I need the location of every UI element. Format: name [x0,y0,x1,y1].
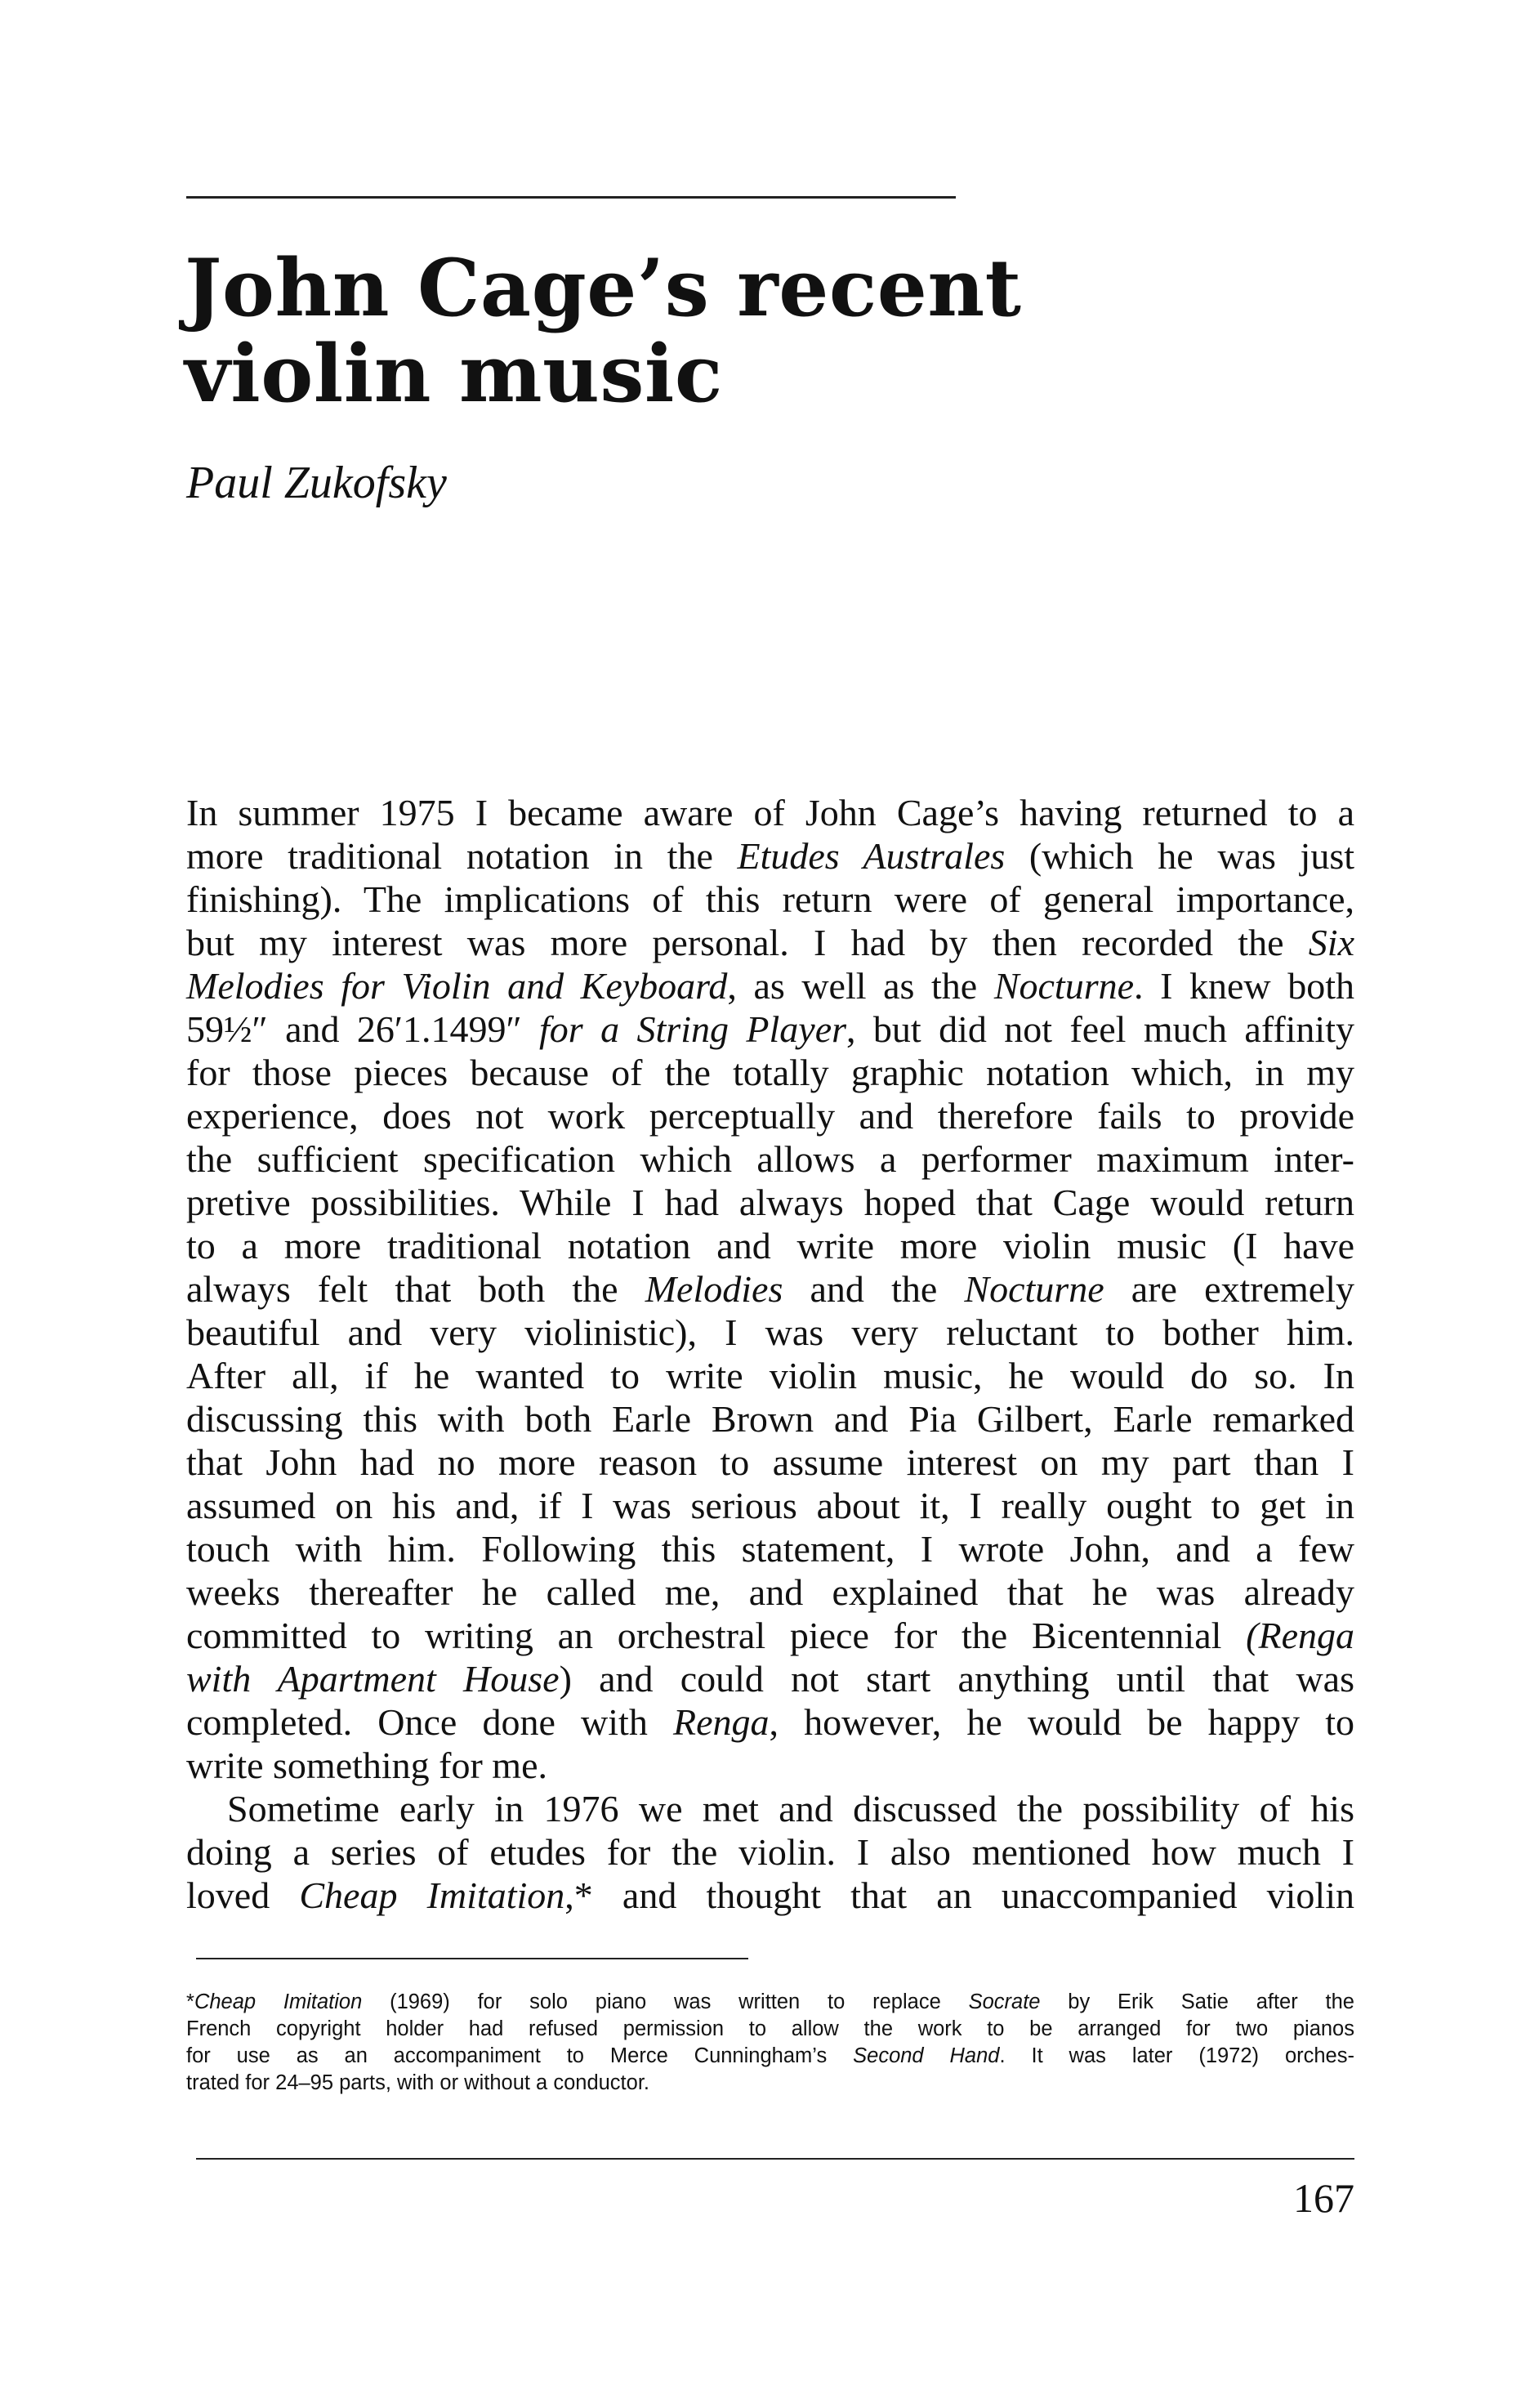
italic-title: Renga [672,1701,770,1743]
italic-title: Cheap Imitation [194,1990,363,2013]
body-line: 59½″ and 26′1.1499″ for a String Player, but did not feel much affinity [186,1008,1354,1050]
body-line: beautiful and very violinistic), I was very reluctant to bother him. [186,1311,1354,1353]
body-line: finishing). The implications of this return were of general importance, [186,878,1354,920]
body-line: After all, if he wanted to write violin music, he would do so. In [186,1355,1354,1396]
body-line: write something for me. [186,1745,548,1786]
italic-title: Melodies for Violin and Keyboard [186,965,728,1007]
footnote-line: *Cheap Imitation (1969) for solo piano was written to replace Socrate by Erik Satie after the [186,1990,1354,2013]
top-rule [186,196,956,199]
italic-title: Etudes Australes [737,835,1006,877]
italic-title: Cheap Imitation [299,1874,565,1916]
italic-title: for a String Player [539,1008,847,1050]
italic-title: (Renga [1246,1615,1354,1656]
body-line: Sometime early in 1976 we met and discussed the possibility of his [227,1788,1354,1829]
footnote-line: for use as an accompaniment to Merce Cunningham’s Second Hand. It was later (1972) orches- [186,2044,1354,2067]
body-line: touch with him. Following this statement, I wrote John, and a few [186,1528,1354,1570]
body-line: completed. Once done with Renga, however, he would be happy to [186,1701,1355,1743]
body-line: assumed on his and, if I was serious about it, I really ought to get in [186,1485,1354,1526]
body-line: loved Cheap Imitation,* and thought that an unaccompanied violin [186,1874,1354,1916]
body-line: for those pieces because of the totally graphic notation which, in my [186,1052,1354,1093]
footnote-rule [196,1958,748,1959]
italic-title: Second Hand [853,2044,1000,2067]
italic-title: Socrate [968,1990,1041,2013]
footnote-line: trated for 24–95 parts, with or without a conductor. [186,2071,649,2094]
italic-title: with Apartment House [186,1658,560,1700]
body-line: that John had no more reason to assume interest on my part than I [186,1441,1354,1483]
article-author: Paul Zukofsky [186,458,447,508]
body-line: Melodies for Violin and Keyboard, as well as the Nocturne. I knew both [186,965,1354,1007]
body-line: committed to writing an orchestral piece for the Bicentennial (Renga [186,1615,1354,1656]
bottom-rule [196,2158,1354,2160]
body-line: doing a series of etudes for the violin. I also mentioned how much I [186,1831,1354,1873]
body-line: In summer 1975 I became aware of John Cage’s having returned to a [186,792,1354,833]
body-line: experience, does not work perceptually and therefore fails to provide [186,1095,1354,1137]
body-line: to a more traditional notation and write more violin music (I have [186,1225,1354,1267]
italic-title: Six [1308,922,1354,963]
body-line: discussing this with both Earle Brown and Pia Gilbert, Earle remarked [186,1398,1354,1440]
italic-title: Nocturne [993,965,1135,1007]
body-line: with Apartment House) and could not start anything until that was [186,1658,1354,1700]
page-number: 167 [1293,2175,1354,2221]
body-line: the sufficient specification which allows a performer maximum inter- [186,1138,1354,1180]
body-text [186,791,1354,1917]
italic-title: Melodies [645,1268,783,1310]
article-title-line-2: violin music [185,328,723,420]
body-line: weeks thereafter he called me, and explained that he was already [186,1571,1354,1613]
footnote-line: French copyright holder had refused permission to allow the work to be arranged for two pianos [186,2017,1354,2040]
body-line: pretive possibilities. While I had always hoped that Cage would return [186,1182,1354,1223]
article-title-line-1: John Cage’s recent [185,242,1022,334]
body-line: always felt that both the Melodies and the Nocturne are extremely [186,1268,1354,1310]
body-line: but my interest was more personal. I had by then recorded the Six [186,922,1354,963]
body-line: more traditional notation in the Etudes Australes (which he was just [186,835,1354,877]
italic-title: Nocturne [964,1268,1104,1310]
footnote [186,1989,1354,2097]
